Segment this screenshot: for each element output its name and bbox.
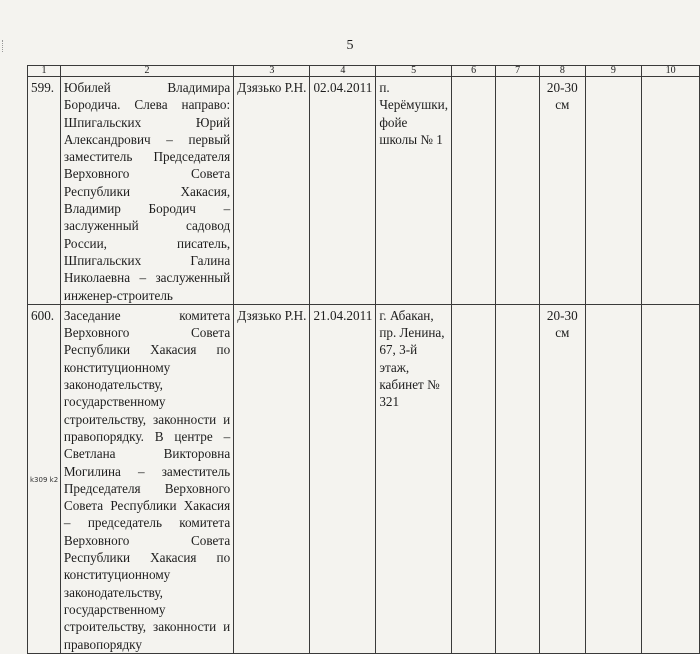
archive-stamp: k309 k2	[30, 476, 59, 484]
column-header: 8	[540, 66, 585, 77]
photo-register-table	[27, 65, 700, 654]
table-header-row	[28, 66, 700, 77]
column-header: 9	[585, 66, 642, 77]
record-col6	[452, 304, 496, 653]
column-header: 5	[376, 66, 452, 77]
record-author: Дзязько Р.Н.	[234, 77, 310, 305]
column-header: 4	[310, 66, 376, 77]
record-description: Юбилей Владимира Бородича. Слева направо: Шпигальских Юрий Александрович – первый заместитель Председателя Верховного Совета Республики Хакасия, Владимир Бородич – заслуженный садовод России, писатель, Шпигальских Галина Николаевна – заслуженный инженер-строитель	[60, 77, 233, 305]
record-number: 600.	[28, 304, 61, 653]
column-header: 6	[452, 66, 496, 77]
record-col9	[585, 77, 642, 305]
record-description: Заседание комитета Верховного Совета Республики Хакасия по конституционному законодательству, государственному строительству, законности и правопорядку. В центре – Светлана Викторовна Могилина – заместитель Председателя Верховного Совета Республики Хакасия – председатель комитета Верховного Совета Республики Хакасия по конституционному законодательству, государственному строительству, законности и правопорядку	[60, 304, 233, 653]
record-place: п. Черёмушки, фойе школы № 1	[376, 77, 452, 305]
record-place: г. Абакан, пр. Ленина, 67, 3-й этаж, кабинет № 321	[376, 304, 452, 653]
column-header: 2	[60, 66, 233, 77]
record-author: Дзязько Р.Н.	[234, 304, 310, 653]
column-header: 3	[234, 66, 310, 77]
record-date: 02.04.2011	[310, 77, 376, 305]
record-size: 20-30 см	[540, 77, 585, 305]
column-header: 7	[496, 66, 540, 77]
record-date: 21.04.2011	[310, 304, 376, 653]
record-col6	[452, 77, 496, 305]
record-col10	[642, 304, 700, 653]
record-col10	[642, 77, 700, 305]
record-col9	[585, 304, 642, 653]
column-header: 1	[28, 66, 61, 77]
table-row	[28, 77, 700, 305]
record-size: 20-30 см	[540, 304, 585, 653]
record-col7	[496, 77, 540, 305]
table-row	[28, 304, 700, 653]
page-number: 5	[346, 38, 354, 53]
record-col7	[496, 304, 540, 653]
column-header: 10	[642, 66, 700, 77]
record-number: 599.	[28, 77, 61, 305]
